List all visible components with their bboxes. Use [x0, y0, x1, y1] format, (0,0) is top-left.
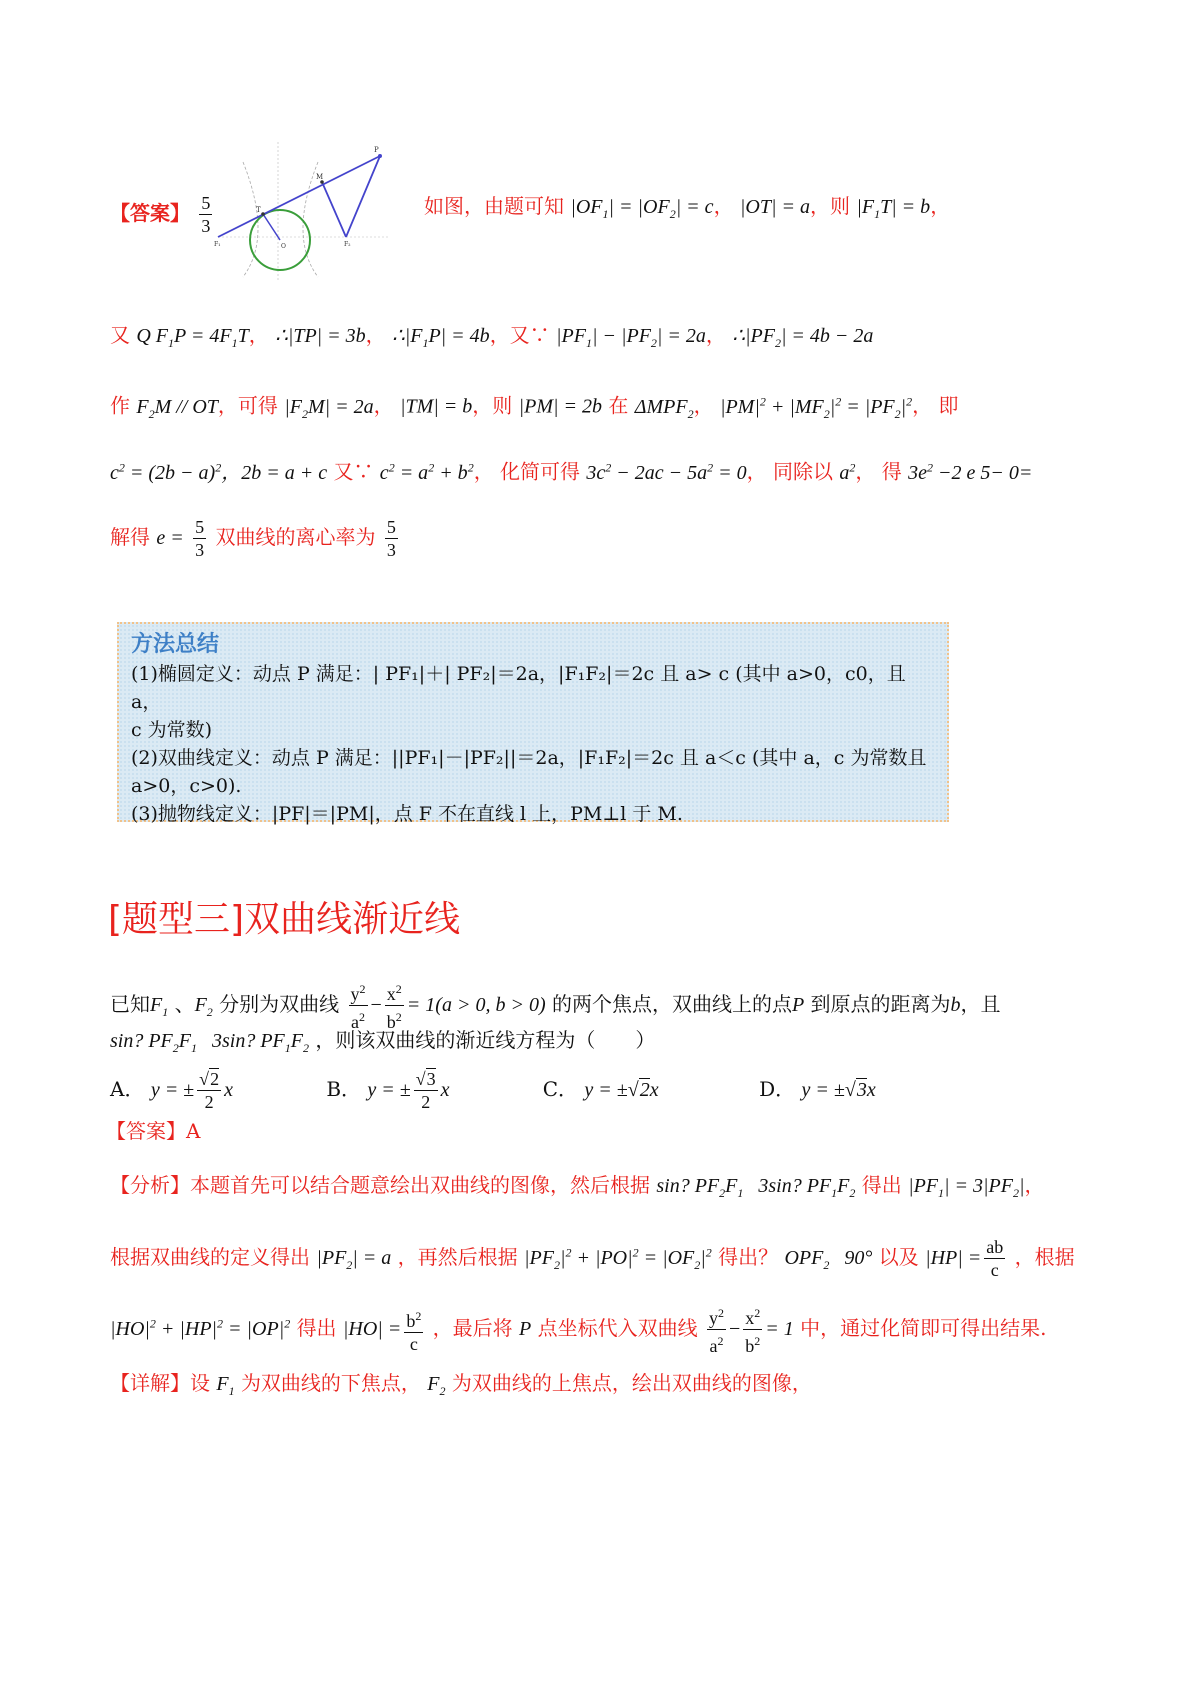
label-p: P: [374, 146, 379, 154]
answer2-label: 【答案】A: [106, 1119, 201, 1143]
label-f1: F₁: [214, 241, 221, 248]
answer-line-2: 又 Q $F_1P = 4F_1T$， ∴|TP| = 3b， $\therefore|F_1P| = 4b$，又∵ $|PF_1| - |PF_2| = 2a$， $\therefore|PF_2| = 4b - 2a$: [110, 323, 874, 350]
answer-line-1: [110, 192, 215, 237]
answer-line-4: $c^2 = (2b - a)^2$，2b = a + c 又∵ $c^2 = a^2 + b^2$， 化简可得 $3c^2 - 2ac - 5a^2 = 0$， 同除以 $a^2$， 得 $3e^2 -2$ e 5− 0=: [110, 459, 1033, 484]
label-o: O: [281, 243, 286, 250]
answer-label: 【答案】: [110, 201, 190, 225]
point-p: [378, 154, 382, 158]
method-summary-box: [117, 622, 949, 825]
method-summary-title: 方法总结: [131, 632, 220, 657]
label-t: T: [256, 206, 261, 214]
analysis-line-2: 根据双曲线的定义得出 $|PF_2| = a$ ，再然后根据 $|PF_2|^2 + |PO|^2 = |OF_2|^2$ 得出？ $OPF_2$ 90° 以及 |HP| = $\frac{ab}{c}$ ，根据: [110, 1237, 1075, 1280]
option-b[interactable]: B． y = ± $\frac{√3}{2}$ x: [326, 1069, 450, 1112]
answer-line-5: 解得 e = $\frac{5}{3}$ 双曲线的离心率为 $\frac{5}{3}$: [110, 517, 396, 560]
point-t: [261, 212, 265, 216]
method-line-5: (3)抛物线定义：|PF|＝|PM|，点 F 不在直线 l 上，PM⊥l 于 M.: [131, 803, 683, 825]
option-a[interactable]: A． y = ± $\frac{√2}{2}$ x: [110, 1069, 233, 1112]
answer-line-1-text: 如图，由题可知 $|OF_1| = |OF_2| = c$， |OT| = a，则 $|F_1T| = b$，: [424, 194, 951, 221]
hyperbola-figure: [214, 142, 388, 282]
analysis-line-1: 【分析】本题首先可以结合题意绘出双曲线的图像，然后根据 sin? $PF_2F_1$ 3sin? $PF_1F_2$ 得出 $|PF_1| = 3|PF_2|$，: [110, 1173, 1045, 1200]
analysis-line-3: $|HO|^2 + |HP|^2 = |OP|^2$ 得出 |HO| = $\frac{b^2}{c}$ ，最后将 P 点坐标代入双曲线 $\frac{y^2}{a^2}$ − $\frac{x^2}{b^2}$ = 1 中，通过化简即可得出结果.: [110, 1302, 1046, 1357]
label-f2: F₂: [344, 241, 351, 248]
method-line-1: (1)椭圆定义：动点 P 满足：| PF₁|＋| PF₂|＝2a，|F₁F₂|＝2c 且 a> c (其中 a>0，c0，且 a，: [131, 663, 906, 713]
question-line-1: 已知$F_1$ 、$F_2$ 分别为双曲线 $\frac{y^2}{a^2}$ − $\frac{x^2}{b^2}$ = 1(a > 0, b > 0) 的两个焦点，双曲线上的点P 到原点的距离为b，且: [110, 978, 1001, 1033]
option-d[interactable]: D． y = ±√3x: [759, 1077, 876, 1101]
option-c[interactable]: C． y = ±√2x: [542, 1077, 659, 1101]
question-options: [110, 1068, 969, 1113]
method-line-2: c 为常数): [131, 719, 213, 741]
section-title: [题型三]双曲线渐近线: [108, 899, 461, 940]
answer-fraction: $\frac{5}{3}$: [201, 193, 211, 236]
answer-line-3: 作 $F_2M$ // OT，可得 $|F_2M| = 2a$， |TM| = b，则 |PM| = 2b 在 $\Delta MPF_2$， $|PM|^2 + |MF_2|^2 = |PF_2|^2$， 即: [110, 393, 959, 421]
question-line-2: sin? $PF_2F_1$ 3sin? $PF_1F_2$ ，则该双曲线的渐近线方程为（ ）: [110, 1028, 656, 1055]
method-line-4: a>0，c>0).: [131, 775, 242, 797]
label-m: M: [316, 173, 324, 181]
detail-line-1: 【详解】设 $F_1$ 为双曲线的下焦点， $F_2$ 为双曲线的上焦点，绘出双曲线的图像，: [110, 1371, 812, 1398]
method-line-3: (2)双曲线定义：动点 P 满足：||PF₁|－|PF₂||＝2a，|F₁F₂|＝2c 且 a＜c (其中 a，c 为常数且: [131, 747, 927, 769]
